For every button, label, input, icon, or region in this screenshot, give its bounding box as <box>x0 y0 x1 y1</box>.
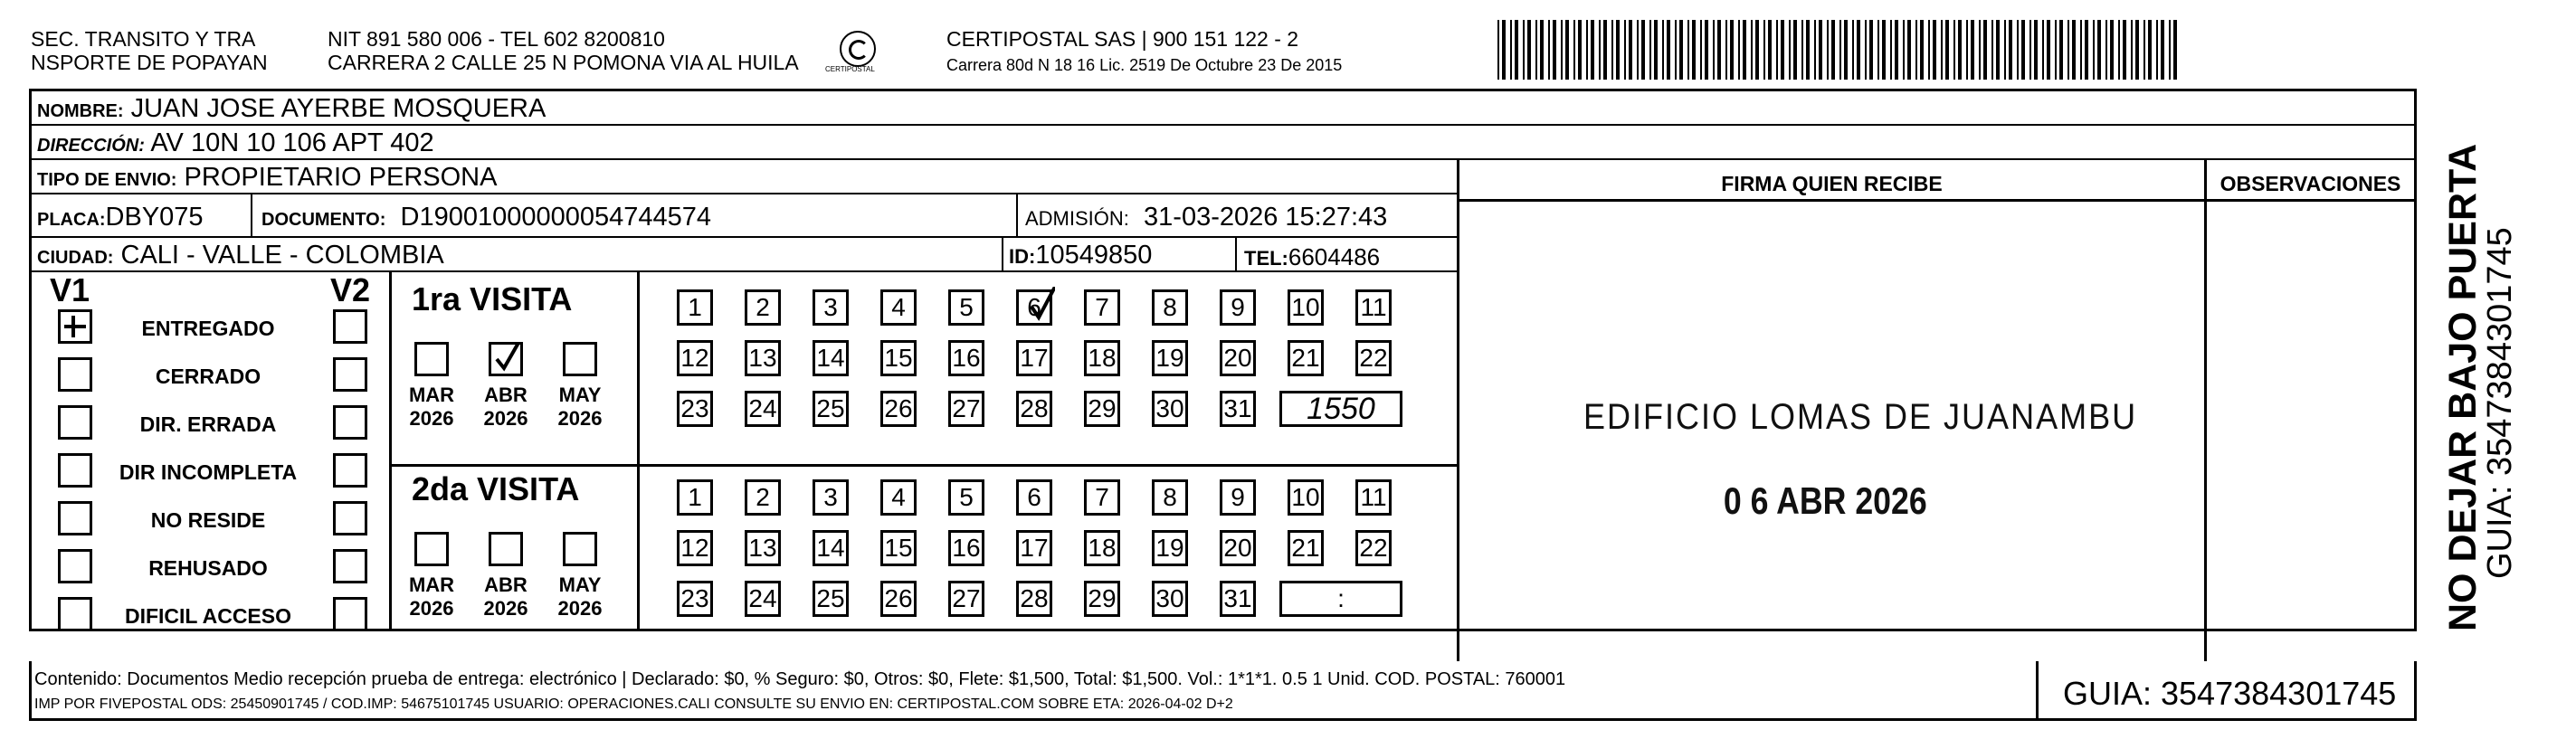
v1-checkbox[interactable] <box>58 309 92 344</box>
status-label: DIR. ERRADA <box>139 412 277 436</box>
second-day-box[interactable]: 17 <box>1016 530 1052 566</box>
v1-checkbox[interactable] <box>58 549 92 583</box>
first-day-box[interactable]: 21 <box>1288 340 1324 376</box>
month-label: MAY 2026 <box>557 384 603 430</box>
v2-label: V2 <box>330 271 371 308</box>
second-day-box[interactable]: 5 <box>948 479 984 516</box>
tel-value: 6604486 <box>1288 243 1381 270</box>
first-day-box[interactable]: 8 <box>1152 289 1188 326</box>
second-day-box[interactable]: 7 <box>1084 479 1120 516</box>
first-day-box[interactable]: 11 <box>1355 289 1392 326</box>
first-day-box[interactable]: 9 <box>1220 289 1256 326</box>
second-day-box[interactable]: 16 <box>948 530 984 566</box>
side-guia: GUIA: 3547384301745 <box>2481 227 2519 579</box>
footer-guia: GUIA: 3547384301745 <box>2063 675 2397 712</box>
documento-value: D19001000000054744574 <box>400 203 712 232</box>
second-month-checkbox[interactable] <box>489 532 523 566</box>
courier-line: CERTIPOSTAL SAS | 900 151 122 - 2 <box>946 27 1299 51</box>
v2-checkbox[interactable] <box>333 453 367 488</box>
first-day-box[interactable]: 26 <box>880 391 917 427</box>
second-day-box[interactable]: 27 <box>948 581 984 617</box>
first-day-box[interactable]: 30 <box>1152 391 1188 427</box>
status-label: ENTREGADO <box>141 317 275 340</box>
second-day-box[interactable]: 23 <box>677 581 713 617</box>
second-day-box[interactable]: 18 <box>1084 530 1120 566</box>
first-day-box[interactable]: 27 <box>948 391 984 427</box>
first-day-box[interactable]: 3 <box>813 289 849 326</box>
courier-sub: Carrera 80d N 18 16 Lic. 2519 De Octubre 23 De 2015 <box>946 56 1343 74</box>
second-day-box[interactable]: 28 <box>1016 581 1052 617</box>
footer-line-1: Contenido: Documentos Medio recepción prueba de entrega: electrónico | Declarado: $0, % Seguro: $0, Otros: $0, Flete: $1,500, Total: $1,500. Vol.: 1*1*1. 0.5 1 Unid. COD. POSTAL: 760001 <box>34 669 1566 689</box>
second-month-checkbox[interactable] <box>414 532 449 566</box>
second-day-box[interactable]: 31 <box>1220 581 1256 617</box>
first-day-box[interactable]: 31 <box>1220 391 1256 427</box>
ciudad-value: CALI - VALLE - COLOMBIA <box>120 241 444 270</box>
v1-checkbox[interactable] <box>58 501 92 535</box>
first-day-box[interactable]: 24 <box>745 391 781 427</box>
second-day-box[interactable]: 25 <box>813 581 849 617</box>
tel-label: TEL: <box>1244 247 1288 270</box>
address-line: CARRERA 2 CALLE 25 N POMONA VIA AL HUILA <box>328 51 799 74</box>
status-label: NO RESIDE <box>150 508 266 532</box>
first-day-box[interactable]: 5 <box>948 289 984 326</box>
nit-line: NIT 891 580 006 - TEL 602 8200810 <box>328 27 665 51</box>
second-day-box[interactable]: 22 <box>1355 530 1392 566</box>
second-day-box[interactable]: 4 <box>880 479 917 516</box>
first-day-box[interactable]: 14 <box>813 340 849 376</box>
second-day-box[interactable]: 10 <box>1288 479 1324 516</box>
month-label: MAR 2026 <box>408 384 455 430</box>
second-day-box[interactable]: 19 <box>1152 530 1188 566</box>
obs-divider <box>2204 160 2207 664</box>
second-day-box[interactable]: 30 <box>1152 581 1188 617</box>
first-day-box[interactable]: 6 <box>1016 289 1052 326</box>
direccion-value: AV 10N 10 106 APT 402 <box>150 128 434 157</box>
status-label: DIFICIL ACCESO <box>124 604 291 628</box>
row-placa <box>32 194 1457 238</box>
row-ciudad <box>32 238 1457 272</box>
placa-value: DBY075 <box>105 203 204 232</box>
second-day-box[interactable]: 21 <box>1288 530 1324 566</box>
footer-divider <box>2036 661 2039 721</box>
first-day-box[interactable]: 19 <box>1152 340 1188 376</box>
second-day-box[interactable]: 2 <box>745 479 781 516</box>
v1-label: V1 <box>50 271 90 308</box>
v1-checkbox[interactable] <box>58 357 92 392</box>
observaciones-header: OBSERVACIONES <box>2220 172 2401 195</box>
first-day-box[interactable]: 25 <box>813 391 849 427</box>
logo-text: CERTIPOSTAL <box>825 65 875 73</box>
v1-checkbox[interactable] <box>58 453 92 488</box>
status-label: CERRADO <box>155 365 261 388</box>
admision-value: 31-03-2026 15:27:43 <box>1144 203 1388 232</box>
barcode <box>1497 20 2185 80</box>
tipo-value: PROPIETARIO PERSONA <box>184 163 498 192</box>
v2-checkbox[interactable] <box>333 549 367 583</box>
months-divider <box>637 272 640 631</box>
stamp-line-1: EDIFICIO LOMAS DE JUANAMBU <box>1583 395 2138 437</box>
no-dejar-warning: NO DEJAR BAJO PUERTA <box>2441 143 2485 631</box>
first-day-box[interactable]: 29 <box>1084 391 1120 427</box>
first-day-box[interactable]: 13 <box>745 340 781 376</box>
second-day-box[interactable]: 12 <box>677 530 713 566</box>
id-value: 10549850 <box>1035 241 1153 270</box>
status-label: REHUSADO <box>148 556 268 580</box>
logo-icon <box>840 31 876 67</box>
second-visit-label: 2da VISITA <box>412 470 580 507</box>
firma-divider <box>1457 160 1459 664</box>
second-day-box[interactable]: 14 <box>813 530 849 566</box>
visit-split <box>392 464 1457 467</box>
first-day-box[interactable]: 2 <box>745 289 781 326</box>
second-day-box[interactable]: 11 <box>1355 479 1392 516</box>
second-day-box[interactable]: 13 <box>745 530 781 566</box>
first-day-box[interactable]: 22 <box>1355 340 1392 376</box>
month-label: MAY 2026 <box>557 573 603 620</box>
month-label: MAR 2026 <box>408 573 455 620</box>
second-day-box[interactable]: 8 <box>1152 479 1188 516</box>
placa-label: PLACA: <box>37 210 106 230</box>
first-day-box[interactable]: 18 <box>1084 340 1120 376</box>
first-day-box[interactable]: 15 <box>880 340 917 376</box>
v1-checkbox[interactable] <box>58 597 92 631</box>
first-day-box[interactable]: 20 <box>1220 340 1256 376</box>
first-day-box[interactable]: 23 <box>677 391 713 427</box>
first-visit-label: 1ra VISITA <box>412 280 573 317</box>
row-tipo <box>32 160 1457 194</box>
first-month-checkbox[interactable] <box>414 342 449 376</box>
direccion-label: DIRECCIÓN: <box>37 136 145 156</box>
tipo-label: TIPO DE ENVIO: <box>37 170 177 190</box>
sender-line-1: SEC. TRANSITO Y TRA <box>31 27 256 51</box>
second-day-box[interactable]: 3 <box>813 479 849 516</box>
first-visit-time[interactable]: 1550 <box>1279 391 1402 427</box>
second-day-box[interactable]: 9 <box>1220 479 1256 516</box>
second-day-box[interactable]: 6 <box>1016 479 1052 516</box>
first-day-box[interactable]: 4 <box>880 289 917 326</box>
second-day-box[interactable]: 24 <box>745 581 781 617</box>
second-day-box[interactable]: 1 <box>677 479 713 516</box>
v2-checkbox[interactable] <box>333 405 367 440</box>
v2-checkbox[interactable] <box>333 309 367 344</box>
first-month-checkbox[interactable] <box>489 342 523 376</box>
nombre-label: NOMBRE: <box>37 101 124 121</box>
first-day-box[interactable]: 7 <box>1084 289 1120 326</box>
first-day-box[interactable]: 10 <box>1288 289 1324 326</box>
footer-line-2: IMP POR FIVEPOSTAL ODS: 25450901745 / COD.IMP: 54675101745 USUARIO: OPERACIONES.CALI CONSULTE SU ENVIO EN: CERTIPOSTAL.COM SOBRE ETA: 2026-04-02 D+2 <box>34 696 1233 712</box>
first-day-box[interactable]: 28 <box>1016 391 1052 427</box>
row-direccion <box>32 126 2414 160</box>
first-month-checkbox[interactable] <box>563 342 597 376</box>
firma-header: FIRMA QUIEN RECIBE <box>1721 172 1943 195</box>
first-day-box[interactable]: 1 <box>677 289 713 326</box>
visit-divider <box>389 272 392 631</box>
second-visit-time[interactable]: : <box>1279 581 1402 617</box>
second-day-box[interactable]: 29 <box>1084 581 1120 617</box>
stamp-line-2: 0 6 ABR 2026 <box>1723 479 1927 522</box>
sender-line-2: NSPORTE DE POPAYAN <box>31 51 268 74</box>
documento-label: DOCUMENTO: <box>261 210 386 230</box>
id-label: ID: <box>1009 245 1036 268</box>
v2-checkbox[interactable] <box>333 501 367 535</box>
v2-checkbox[interactable] <box>333 357 367 392</box>
month-label: ABR 2026 <box>483 573 528 620</box>
v2-checkbox[interactable] <box>333 597 367 631</box>
second-month-checkbox[interactable] <box>563 532 597 566</box>
month-label: ABR 2026 <box>483 384 528 430</box>
first-day-box[interactable]: 17 <box>1016 340 1052 376</box>
second-day-box[interactable]: 20 <box>1220 530 1256 566</box>
second-day-box[interactable]: 26 <box>880 581 917 617</box>
ciudad-label: CIUDAD: <box>37 248 114 268</box>
status-label: DIR INCOMPLETA <box>119 460 298 484</box>
second-day-box[interactable]: 15 <box>880 530 917 566</box>
v1-checkbox[interactable] <box>58 405 92 440</box>
row-nombre <box>32 91 2414 126</box>
nombre-value: JUAN JOSE AYERBE MOSQUERA <box>130 94 547 123</box>
first-day-box[interactable]: 16 <box>948 340 984 376</box>
admision-label: ADMISIÓN: <box>1025 207 1129 230</box>
col-header-rule <box>1459 199 2414 202</box>
first-day-box[interactable]: 12 <box>677 340 713 376</box>
